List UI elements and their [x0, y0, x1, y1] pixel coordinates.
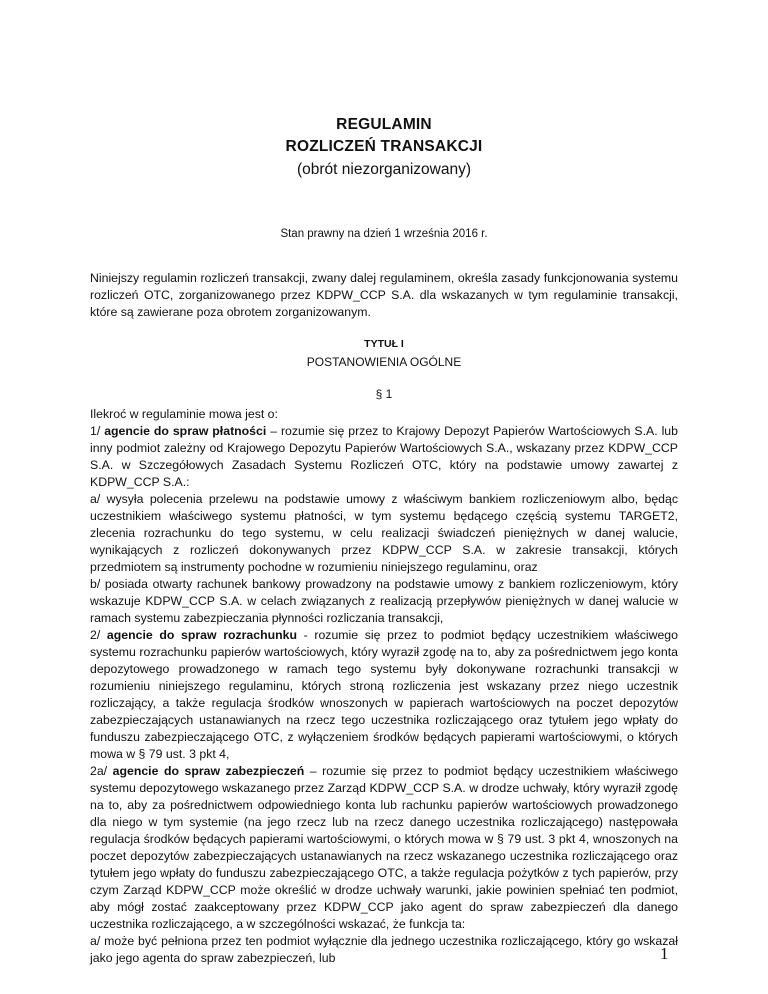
- definition-1: [90, 423, 678, 491]
- definition-2-number: 2/: [90, 628, 107, 642]
- definitions-lead: Ilekroć w regulaminie mowa jest o:: [90, 407, 278, 421]
- paragraph-mark: § 1: [375, 387, 393, 401]
- legal-state-date: Stan prawny na dzień 1 września 2016 r.: [280, 228, 488, 240]
- document-scope: (obrót niezorganizowany): [296, 161, 472, 178]
- section-name: POSTANOWIENIA OGÓLNE: [306, 355, 462, 369]
- document-title: REGULAMIN: [336, 116, 432, 133]
- section-title: TYTUŁ I: [364, 338, 404, 350]
- definition-1-term: agencie do spraw płatności: [104, 424, 267, 438]
- definition-2-text: - rozumie się przez to podmiot będący uczestnikiem właściwego systemu rozrachunku papierów wartościowych, który wyraził zgodę na to, aby za pośrednictwem jego konta depozytowego prowadzonego w ramach tego systemu były dokonywane rozrachunki transakcji w rozumieniu niniejszego regulaminu, których stroną rozliczenia jest wskazany przez niego uczestnik rozliczający, a także regulacja środków wnoszonych w papierach wartościowych na poczet depozytów zabezpieczających ustanawianych na rzecz tego uczestnika rozliczającego oraz tytułem jego wpłaty do funduszu zabezpieczającego OTC, z wyłączeniem środków będących papierami wartościowymi, o których mowa w § 79 ust. 3 pkt 4,: [90, 628, 678, 761]
- definition-2a-number: 2a/: [90, 764, 113, 778]
- definition-1-text: – rozumie się przez to Krajowy Depozyt Papierów Wartościowych S.A. lub inny podmiot zależny od Krajowego Depozytu Papierów Wartościowych S.A., wskazany przez KDPW_CCP S.A. w Szczegółowych Zasadach Systemu Rozliczeń OTC, który na podstawie umowy zawartej z KDPW_CCP S.A.:: [90, 424, 678, 489]
- definition-2: [90, 627, 678, 763]
- intro-paragraph: Niniejszy regulamin rozliczeń transakcji, zwany dalej regulaminem, określa zasady funkcjonowania systemu rozliczeń OTC, zorganizowanego przez KDPW_CCP S.A. dla wskazanych w tym regulaminie transakcji, które są zawierane poza obrotem zorganizowanym.: [90, 271, 678, 319]
- page-number: 1: [660, 944, 669, 963]
- definition-2a: [90, 763, 678, 933]
- definition-2-term: agencie do spraw rozrachunku: [106, 628, 297, 642]
- definition-2a-a: a/ może być pełniona przez ten podmiot wyłącznie dla jednego uczestnika rozliczającego, który go wskazał jako jego agenta do spraw zabezpieczeń, lub: [90, 934, 678, 965]
- definition-1-a: a/ wysyła polecenia przelewu na podstawie umowy z właściwym bankiem rozliczeniowym albo, będąc uczestnikiem właściwego systemu płatności, w tym systemu będącego częścią systemu TARGET2, zlecenia rozrachunku do tego systemu, w celu realizacji świadczeń pieniężnych w danej walucie, wynikających z rozliczeń dokonywanych przez KDPW_CCP S.A. w zakresie transakcji, których przedmiotem są instrumenty pochodne w rozumieniu niniejszego regulaminu, oraz: [90, 492, 678, 574]
- definition-2a-term: agencie do spraw zabezpieczeń: [112, 764, 305, 778]
- definition-1-number: 1/: [90, 424, 105, 438]
- document-subtitle: ROZLICZEŃ TRANSAKCJI: [285, 138, 483, 155]
- definition-1-b: b/ posiada otwarty rachunek bankowy prowadzony na podstawie umowy z bankiem rozliczeniowym, który wskazuje KDPW_CCP S.A. w celach związanych z realizacją przepływów pieniężnych w danej walucie w ramach systemu zabezpieczania płynności rozliczania transakcji,: [90, 577, 678, 625]
- definitions-body: [90, 406, 678, 967]
- definition-2a-text: – rozumie się przez to podmiot będący uczestnikiem właściwego systemu depozytowego wskazanego przez Zarząd KDPW_CCP S.A. w drodze uchwały, który wyraził zgodę na to, aby za pośrednictwem odpowiedniego konta lub rachunku papierów wartościowych prowadzonego dla niego w tym systemie (na jego rzecz lub na rzecz danego uczestnika rozliczającego) następowała regulacja środków będących papierami wartościowymi, o których mowa w § 79 ust. 3 pkt 4, wnoszonych na poczet depozytów zabezpieczających ustanawianych na rzecz wskazanego uczestnika rozliczającego oraz tytułem jego wpłaty do funduszu zabezpieczającego OTC, a także regulacja pożytków z tych papierów, przy czym Zarząd KDPW_CCP może określić w drodze uchwały warunki, jakie powinien spełniać ten podmiot, aby mógł zostać zaakceptowany przez KDPW_CCP jako agent do spraw zabezpieczeń dla danego uczestnika rozliczającego, a w szczególności wskazać, że funkcja ta:: [90, 764, 679, 931]
